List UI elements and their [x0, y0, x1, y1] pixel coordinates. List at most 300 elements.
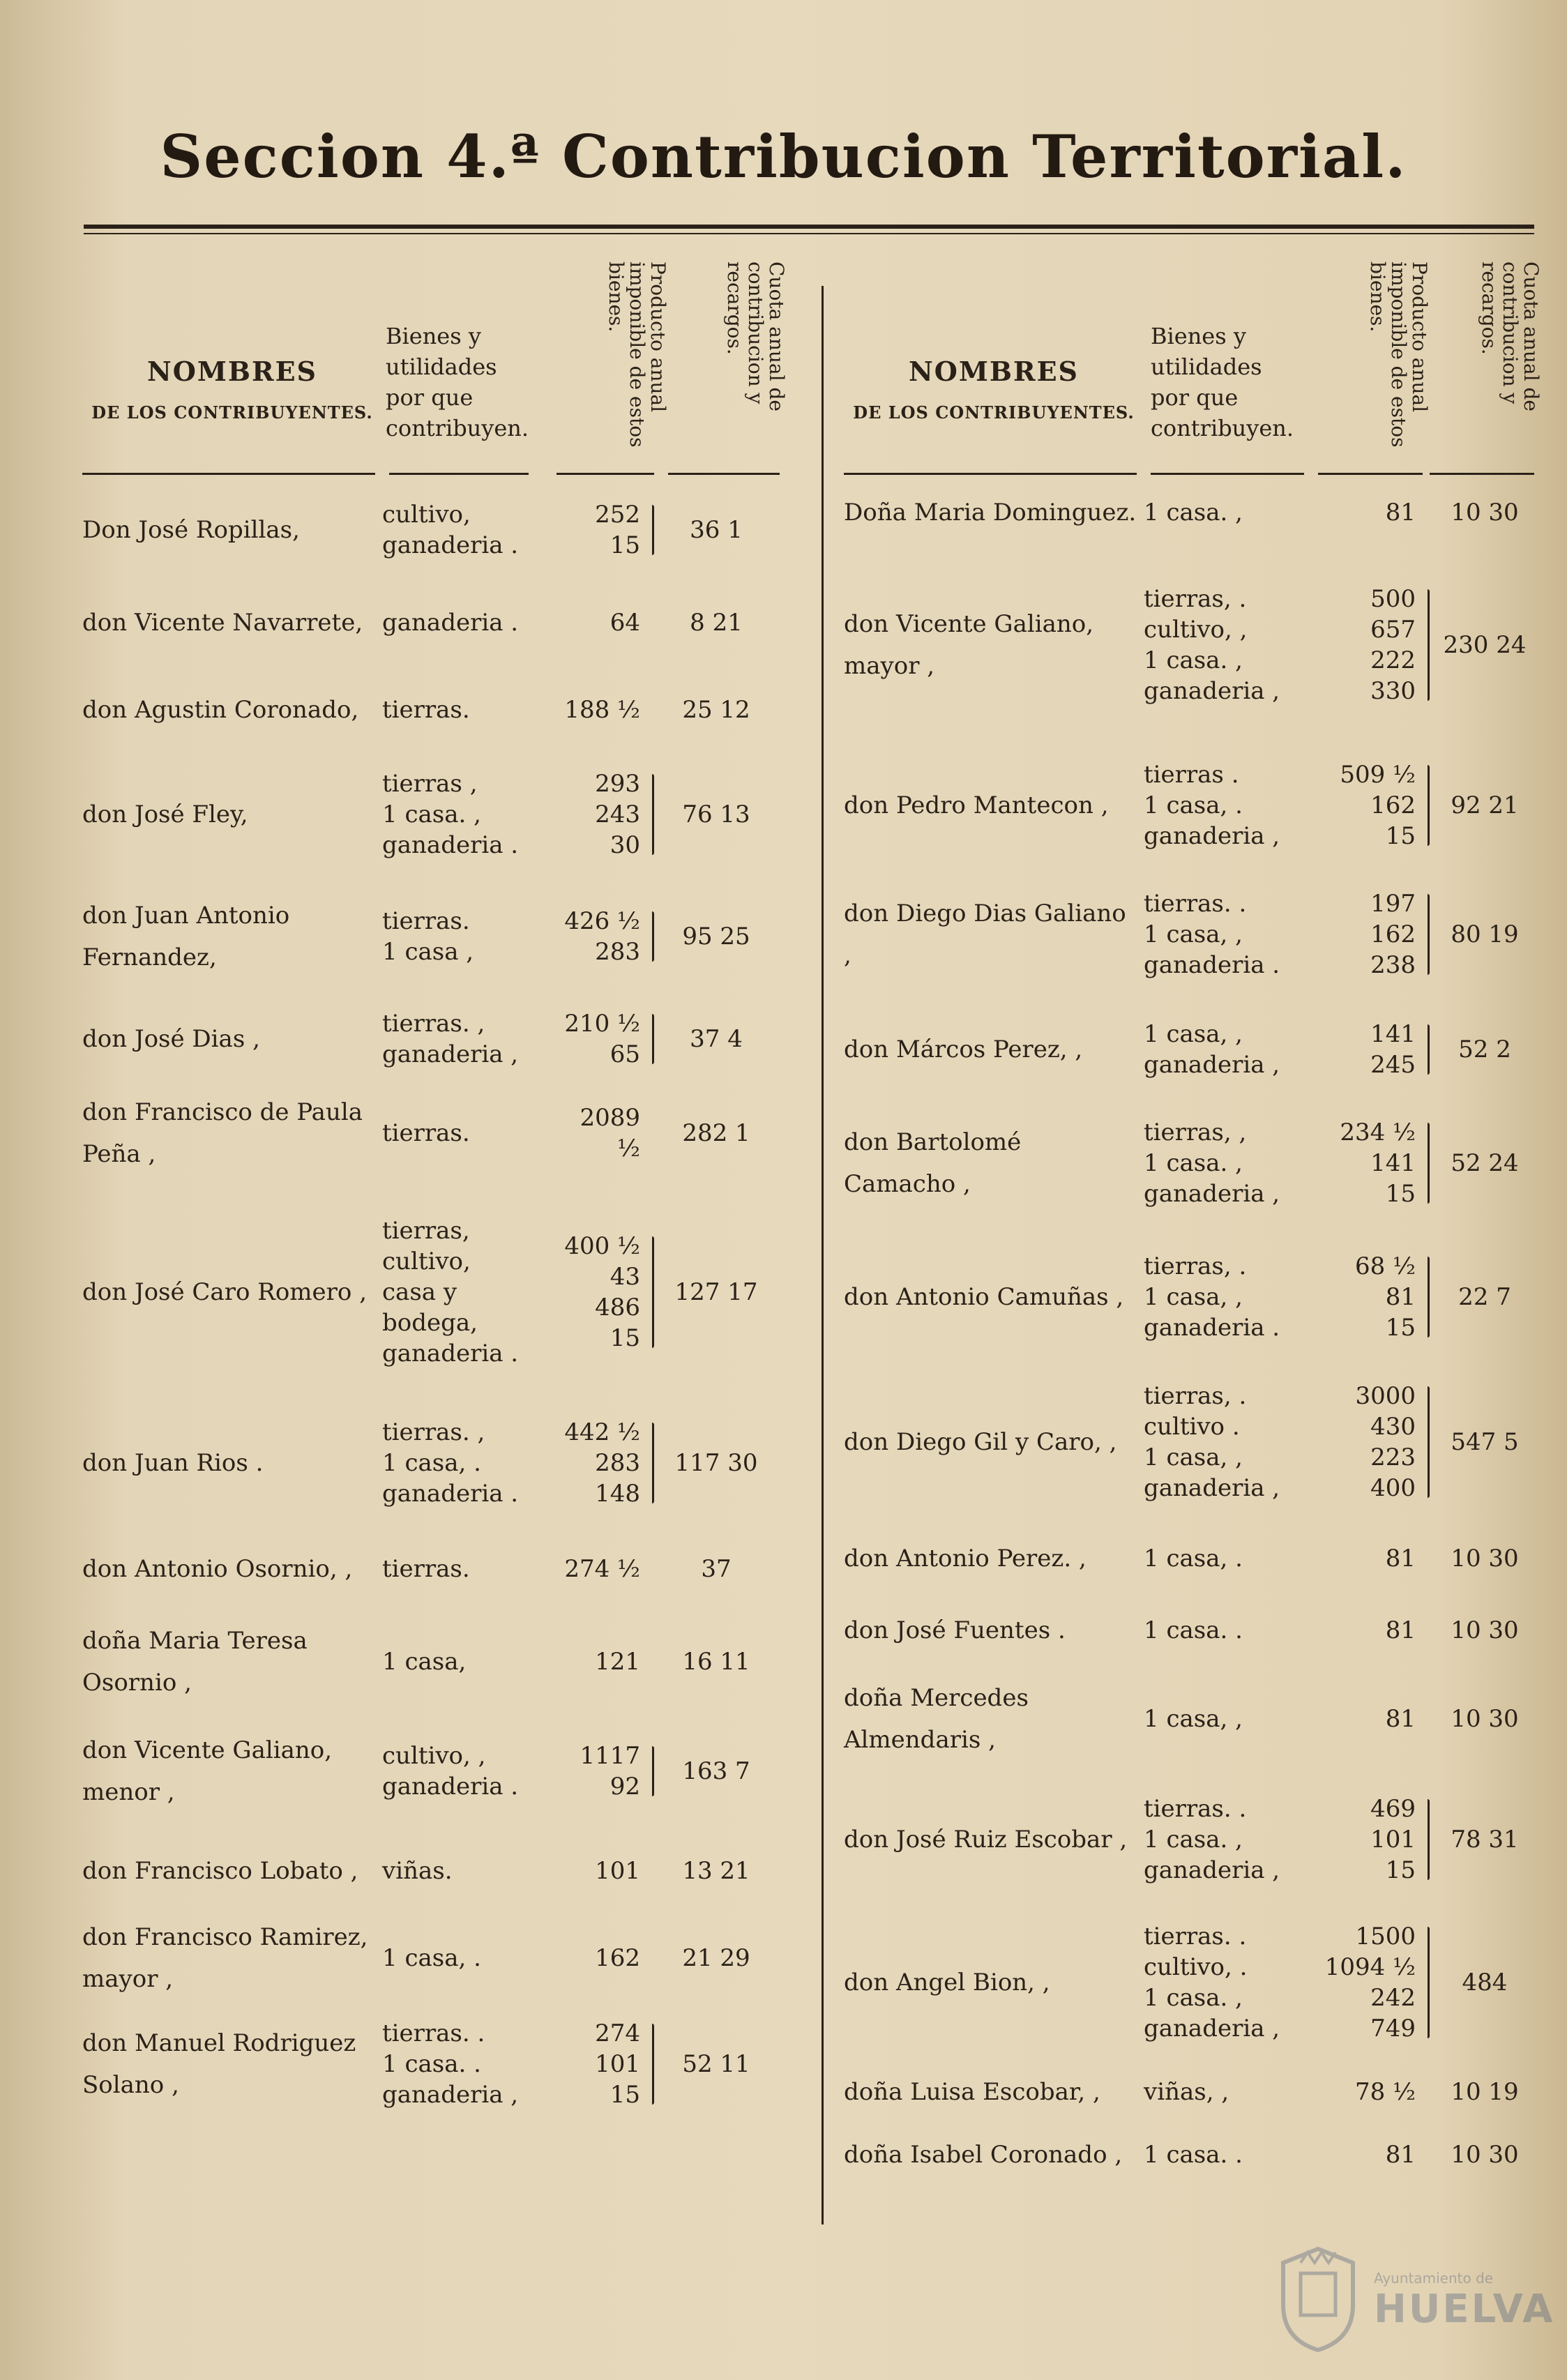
header-underline-names [82, 473, 375, 475]
property-item: tierras. . [1144, 1794, 1247, 1823]
table-row [844, 1363, 1541, 1520]
product-amounts [557, 607, 657, 638]
table-row [82, 1081, 808, 1185]
header-names-line2: DE LOS CONTRIBUYENTES. [91, 402, 373, 423]
tax-quota: 25 12 [682, 695, 750, 724]
property-items [1144, 2139, 1311, 2170]
product-amount: 121 [595, 1647, 640, 1676]
table-row [844, 1904, 1541, 2061]
product-amounts [1311, 888, 1432, 980]
contributor-name: don José Ruiz Escobar , [844, 1825, 1128, 1854]
property-item: 1 casa. , [1144, 646, 1243, 674]
tax-quota: 37 [701, 1555, 732, 1583]
product-amount: 210 ½ [564, 1010, 640, 1038]
product-amount: 81 [1385, 2141, 1416, 2169]
property-item: 1 casa, . [1144, 1545, 1243, 1572]
property-item: tierras. [382, 1119, 470, 1147]
contributor-name: don Bartolomé Camacho , [844, 1128, 1022, 1198]
header-cuota: Cuota anual de contribucion y recargos. [723, 262, 788, 411]
property-item: 1 casa. , [1144, 1149, 1243, 1177]
tax-quota: 10 30 [1451, 499, 1519, 526]
product-amounts [557, 1856, 657, 1886]
property-item: 1 casa. , [382, 800, 481, 828]
property-item: tierras, , [1144, 1118, 1247, 1146]
table-row [82, 753, 808, 875]
property-items [1144, 1794, 1311, 1886]
property-item: tierras, . [1144, 1381, 1247, 1410]
table-row [844, 1095, 1541, 1231]
property-item: 1 casa, . [382, 1448, 481, 1477]
product-amount: 234 ½ [1340, 1118, 1416, 1146]
title-rule-thick [84, 225, 1534, 229]
product-amounts [557, 1554, 657, 1584]
property-item: cultivo, [382, 501, 471, 529]
contributor-name: don Vicente Galiano, menor , [82, 1736, 333, 1806]
product-amount: 1094 ½ [1324, 1953, 1416, 1981]
product-amount: 657 [1370, 616, 1416, 644]
product-amount: 243 [595, 800, 640, 828]
product-amount: 400 [1370, 1473, 1416, 1502]
product-amount: 15 [610, 531, 640, 559]
property-item: 1 casa. , [1144, 1983, 1243, 2012]
tax-quota: 52 2 [1458, 1036, 1511, 1063]
product-amount: 274 [595, 2019, 640, 2047]
header-underline-bienes [389, 473, 529, 475]
property-item: ganaderia . [1144, 951, 1280, 979]
contributor-name: don José Caro Romero , [82, 1278, 367, 1306]
product-amount: 15 [1385, 1856, 1416, 1884]
property-item: tierras. . [1144, 890, 1247, 918]
product-amount: 283 [595, 1448, 640, 1477]
tax-quota: 10 30 [1451, 1616, 1519, 1644]
product-amount: 81 [1385, 1545, 1416, 1572]
property-item: 1 casa, , [1144, 1020, 1243, 1048]
table-row [844, 1231, 1541, 1363]
left-column [82, 251, 808, 2123]
product-amount: 81 [1385, 1616, 1416, 1644]
property-items [1144, 1543, 1311, 1574]
property-item: 1 casa, , [1144, 1283, 1243, 1311]
product-amount: 238 [1370, 951, 1416, 979]
product-amounts [557, 1008, 657, 1070]
property-item: 1 casa, , [1144, 920, 1243, 948]
table-row [82, 875, 808, 997]
tax-quota: 10 19 [1451, 2078, 1519, 2106]
contributor-name: don Pedro Mantecon , [844, 791, 1109, 819]
tax-quota: 37 4 [690, 1025, 743, 1053]
contributor-name: don Francisco Lobato , [82, 1856, 358, 1885]
property-items [382, 1417, 557, 1509]
contributor-name: don Diego Gil y Caro, , [844, 1427, 1117, 1456]
header-underline-bienes-right [1151, 473, 1304, 475]
property-items [382, 1008, 557, 1070]
property-item: viñas, , [1144, 2078, 1229, 2106]
table-row [844, 865, 1541, 1004]
table-row [82, 1527, 808, 1611]
table-row [82, 1398, 808, 1527]
contributor-name: don Francisco Ramirez, mayor , [82, 1923, 368, 1993]
table-row [844, 2061, 1541, 2123]
property-items [382, 1856, 557, 1886]
property-item: tierras, . [1144, 585, 1247, 613]
tax-quota: 16 11 [682, 1647, 750, 1676]
table-row [844, 1520, 1541, 1597]
tax-quota: 8 21 [690, 608, 743, 637]
page-title: Seccion 4.ª Contribucion Territorial. [160, 122, 1407, 191]
property-item: ganaderia , [1144, 1051, 1280, 1079]
product-amounts [1311, 1543, 1432, 1574]
property-item: 1 casa, . [1144, 791, 1243, 819]
contributor-name: doña Maria Teresa Osornio , [82, 1626, 308, 1697]
product-amount: 245 [1370, 1051, 1416, 1079]
product-amount: 162 [1370, 791, 1416, 819]
property-item: tierras, . [1144, 1252, 1247, 1280]
contributor-name: don Angel Bion, , [844, 1968, 1050, 1996]
header-bienes-right: Bienes y utilidades por que contribuyen. [1151, 323, 1294, 441]
contributor-name: don Vicente Galiano, mayor , [844, 610, 1094, 680]
property-item: cultivo, , [1144, 616, 1248, 644]
property-item: tierras. , [382, 1010, 485, 1038]
shield-crest-icon [1276, 2242, 1360, 2354]
table-row [844, 1004, 1541, 1095]
table-row [82, 481, 808, 579]
property-items [1144, 1704, 1311, 1734]
contributor-name: don José Fuentes . [844, 1616, 1066, 1644]
product-amount: 188 ½ [564, 695, 640, 724]
contributor-name: don Márcos Perez, , [844, 1036, 1083, 1063]
property-item: ganaderia , [382, 2081, 519, 2109]
product-amounts [1311, 1019, 1432, 1080]
contributor-name: don Juan Antonio Fernandez, [82, 901, 290, 971]
product-amount: 81 [1385, 1283, 1416, 1311]
table-row [844, 746, 1541, 865]
product-amount: 400 ½ [564, 1231, 640, 1260]
property-items [1144, 497, 1311, 528]
property-item: 1 casa, , [1144, 1443, 1243, 1471]
property-items [1144, 1019, 1311, 1080]
table-row [844, 1663, 1541, 1775]
property-item: 1 casa. . [1144, 2141, 1243, 2169]
product-amount: 15 [1385, 1179, 1416, 1208]
product-amount: 101 [595, 1856, 640, 1885]
product-amount: 293 [595, 769, 640, 798]
product-amount: 148 [595, 1479, 640, 1508]
property-item: tierras. . [1144, 1922, 1247, 1950]
tax-quota: 52 24 [1451, 1149, 1519, 1177]
header-bienes: Bienes y utilidades por que contribuyen. [386, 323, 529, 441]
property-items [382, 1646, 557, 1677]
product-amount: 1117 [580, 1742, 640, 1770]
product-amount: 162 [595, 1943, 640, 1972]
property-item: 1 casa, . [382, 1943, 481, 1972]
product-amount: 101 [1370, 1825, 1416, 1854]
property-item: casa y bodega, [382, 1278, 478, 1337]
product-amount: 500 [1370, 585, 1416, 613]
property-item: ganaderia . [382, 1339, 519, 1367]
contributor-name: don José Dias , [82, 1025, 260, 1053]
product-amount: 2089 ½ [580, 1104, 640, 1162]
product-amounts [1311, 2139, 1432, 2170]
contributor-name: doña Mercedes Almendaris , [844, 1684, 1029, 1754]
table-row [82, 1185, 808, 1398]
product-amount: 223 [1370, 1443, 1416, 1471]
property-item: ganaderia , [1144, 2014, 1280, 2042]
tax-quota: 80 19 [1451, 920, 1519, 948]
property-item: cultivo . [1144, 1412, 1240, 1441]
property-items [382, 1554, 557, 1584]
contributor-name: don Juan Rios . [82, 1448, 264, 1477]
property-item: ganaderia . [382, 531, 519, 559]
property-items [382, 768, 557, 861]
right-column [844, 251, 1541, 2186]
tax-quota: 230 24 [1443, 631, 1527, 659]
property-item: ganaderia , [382, 1040, 519, 1068]
property-item: 1 casa , [382, 937, 474, 966]
product-amounts [557, 1741, 657, 1802]
contributor-name: Don José Ropillas, [82, 516, 300, 544]
product-amount: 81 [1385, 499, 1416, 526]
product-amounts [1311, 1117, 1432, 1209]
header-names [82, 356, 382, 423]
product-amount: 426 ½ [564, 907, 640, 935]
product-amount: 486 [595, 1293, 640, 1321]
property-item: ganaderia . [382, 1773, 519, 1801]
tax-quota: 22 7 [1458, 1283, 1511, 1311]
property-item: tierras, [382, 1216, 470, 1245]
product-amount: 330 [1370, 677, 1416, 705]
tax-quota: 95 25 [682, 922, 750, 950]
header-names-right [844, 356, 1144, 423]
property-items [382, 695, 557, 725]
tax-quota: 547 5 [1451, 1427, 1519, 1456]
product-amount: 1500 [1355, 1922, 1416, 1950]
product-amount: 442 ½ [564, 1418, 640, 1446]
product-amount: 43 [610, 1262, 640, 1291]
tax-quota: 76 13 [682, 800, 750, 828]
product-amounts [557, 499, 657, 561]
property-items [382, 1215, 557, 1369]
property-item: ganaderia , [1144, 1856, 1280, 1884]
property-item: 1 casa. . [1144, 1616, 1243, 1644]
table-row [82, 1712, 808, 1831]
property-item: ganaderia , [1144, 1179, 1280, 1208]
product-amounts [1311, 497, 1432, 528]
product-amount: 283 [595, 937, 640, 966]
property-items [1144, 1117, 1311, 1209]
property-item: ganaderia , [1144, 677, 1280, 705]
product-amount: 64 [610, 608, 640, 637]
table-row [82, 997, 808, 1081]
product-amounts [557, 1943, 657, 1973]
product-amounts [1311, 1381, 1432, 1503]
property-items [382, 906, 557, 967]
column-divider [822, 286, 824, 2224]
property-items [1144, 1615, 1311, 1646]
product-amount: 30 [610, 831, 640, 859]
property-item: ganaderia . [1144, 1314, 1280, 1342]
property-item: 1 casa, [382, 1647, 467, 1676]
tax-quota: 92 21 [1451, 791, 1519, 819]
product-amount: 78 ½ [1354, 2078, 1416, 2106]
property-item: tierras . [1144, 761, 1239, 789]
product-amount: 430 [1370, 1412, 1416, 1441]
header-names-line2-right: DE LOS CONTRIBUYENTES. [853, 402, 1135, 423]
table-row [844, 481, 1541, 544]
header-underline-cuota-right [1430, 473, 1534, 475]
product-amount: 65 [610, 1040, 640, 1068]
product-amount: 252 [595, 501, 640, 529]
property-item: tierras. [382, 695, 470, 724]
property-item: tierras. [382, 907, 470, 935]
product-amounts [1311, 1615, 1432, 1646]
property-items [382, 1741, 557, 1802]
product-amount: 141 [1370, 1149, 1416, 1177]
tax-quota: 52 11 [682, 2050, 750, 2078]
property-items [382, 1943, 557, 1973]
property-item: 1 casa, , [1144, 1705, 1243, 1733]
watermark-line2: HUELVA [1374, 2287, 1555, 2332]
tax-quota: 78 31 [1451, 1825, 1519, 1854]
product-amounts [557, 2018, 657, 2110]
property-item: cultivo, [382, 1247, 471, 1275]
contributor-name: don Diego Dias Galiano , [844, 900, 1126, 969]
header-underline-cuota [668, 473, 780, 475]
property-item: ganaderia , [1144, 1473, 1280, 1502]
contributor-name: don Antonio Camuñas , [844, 1283, 1124, 1311]
product-amount: 92 [610, 1773, 640, 1801]
property-items [1144, 584, 1311, 706]
product-amounts [1311, 1251, 1432, 1343]
product-amounts [1311, 1704, 1432, 1734]
product-amount: 469 [1370, 1794, 1416, 1823]
header-names-line1: NOMBRES [146, 356, 317, 387]
title-rule-thin [84, 233, 1534, 234]
product-amount: 274 ½ [564, 1555, 640, 1583]
table-row [844, 2123, 1541, 2186]
product-amount: 141 [1370, 1020, 1416, 1048]
table-row [82, 2005, 808, 2123]
product-amount: 749 [1370, 2014, 1416, 2042]
tax-quota: 13 21 [682, 1856, 750, 1885]
contributor-name: don Agustin Coronado, [82, 695, 359, 724]
product-amounts [557, 695, 657, 725]
property-items [382, 607, 557, 638]
contributor-name: don José Fley, [82, 800, 248, 828]
table-row [844, 1597, 1541, 1663]
table-row [844, 544, 1541, 746]
property-item: ganaderia , [1144, 822, 1280, 850]
product-amount: 242 [1370, 1983, 1416, 2012]
table-header-right [844, 251, 1541, 481]
product-amounts [1311, 1921, 1432, 2044]
property-items [1144, 2077, 1311, 2107]
contributor-name: doña Isabel Coronado , [844, 2141, 1123, 2169]
property-items [1144, 888, 1311, 980]
product-amount: 15 [1385, 822, 1416, 850]
product-amount: 197 [1370, 890, 1416, 918]
product-amounts [557, 1417, 657, 1509]
header-cuota-right: Cuota anual de contribucion y recargos. [1478, 262, 1543, 411]
product-amounts [557, 906, 657, 967]
property-item: ganaderia . [382, 831, 519, 859]
header-producto-right: Producto anual imponible de estos bienes. [1366, 262, 1431, 448]
property-item: tierras. . [382, 2019, 485, 2047]
table-header-left [82, 251, 808, 481]
product-amounts [557, 1646, 657, 1677]
tax-quota: 10 30 [1451, 1545, 1519, 1572]
product-amounts [1311, 584, 1432, 706]
product-amounts [1311, 1794, 1432, 1886]
property-item: 1 casa. . [382, 2050, 481, 2078]
tax-quota: 10 30 [1451, 2141, 1519, 2169]
contributor-name: don Francisco de Paula Peña , [82, 1098, 363, 1168]
product-amount: 81 [1385, 1705, 1416, 1733]
contributor-name: Doña Maria Dominguez. [844, 499, 1137, 526]
property-item: tierras , [382, 769, 478, 798]
table-row [844, 1775, 1541, 1904]
contributor-name: don Vicente Navarrete, [82, 608, 363, 637]
contributor-name: don Antonio Osornio, , [82, 1555, 353, 1583]
table-row [82, 1911, 808, 2005]
product-amount: 15 [1385, 1314, 1416, 1342]
product-amounts [1311, 759, 1432, 851]
table-row [82, 1831, 808, 1911]
product-amounts [557, 1231, 657, 1354]
left-rows [82, 481, 808, 2123]
property-item: ganaderia . [382, 1479, 519, 1508]
product-amount: 68 ½ [1354, 1252, 1416, 1280]
property-items [1144, 1251, 1311, 1343]
property-item: cultivo, . [1144, 1953, 1248, 1981]
tax-quota: 484 [1462, 1968, 1508, 1996]
header-names-line1-right: NOMBRES [908, 356, 1079, 387]
property-item: 1 casa. , [1144, 499, 1243, 526]
tax-quota: 10 30 [1451, 1705, 1519, 1733]
right-rows [844, 481, 1541, 2186]
property-items [1144, 1921, 1311, 2044]
product-amounts [1311, 2077, 1432, 2107]
product-amount: 15 [610, 2081, 640, 2109]
product-amount: 101 [595, 2050, 640, 2078]
property-items [382, 1118, 557, 1149]
watermark [1276, 2242, 1555, 2360]
property-item: ganaderia . [382, 608, 519, 637]
product-amount: 15 [610, 1324, 640, 1352]
table-row [82, 579, 808, 666]
tax-quota: 117 30 [674, 1448, 758, 1477]
product-amount: 509 ½ [1340, 761, 1416, 789]
header-underline-producto-right [1318, 473, 1423, 475]
property-item: tierras. , [382, 1418, 485, 1446]
header-underline-names-right [844, 473, 1137, 475]
watermark-line1: Ayuntamiento de [1374, 2270, 1494, 2287]
product-amounts [557, 768, 657, 861]
property-item: tierras. [382, 1555, 470, 1583]
table-row [82, 1611, 808, 1712]
property-item: viñas. [382, 1856, 453, 1885]
tax-quota: 127 17 [674, 1278, 758, 1306]
watermark-text [1374, 2270, 1554, 2332]
header-underline-producto [557, 473, 654, 475]
property-items [1144, 1381, 1311, 1503]
property-items [1144, 759, 1311, 851]
product-amount: 3000 [1355, 1381, 1416, 1410]
product-amounts [557, 1102, 657, 1164]
product-amount: 222 [1370, 646, 1416, 674]
property-item: 1 casa. , [1144, 1825, 1243, 1854]
table-row [82, 666, 808, 753]
contributor-name: don Manuel Rodriguez Solano , [82, 2029, 356, 2099]
